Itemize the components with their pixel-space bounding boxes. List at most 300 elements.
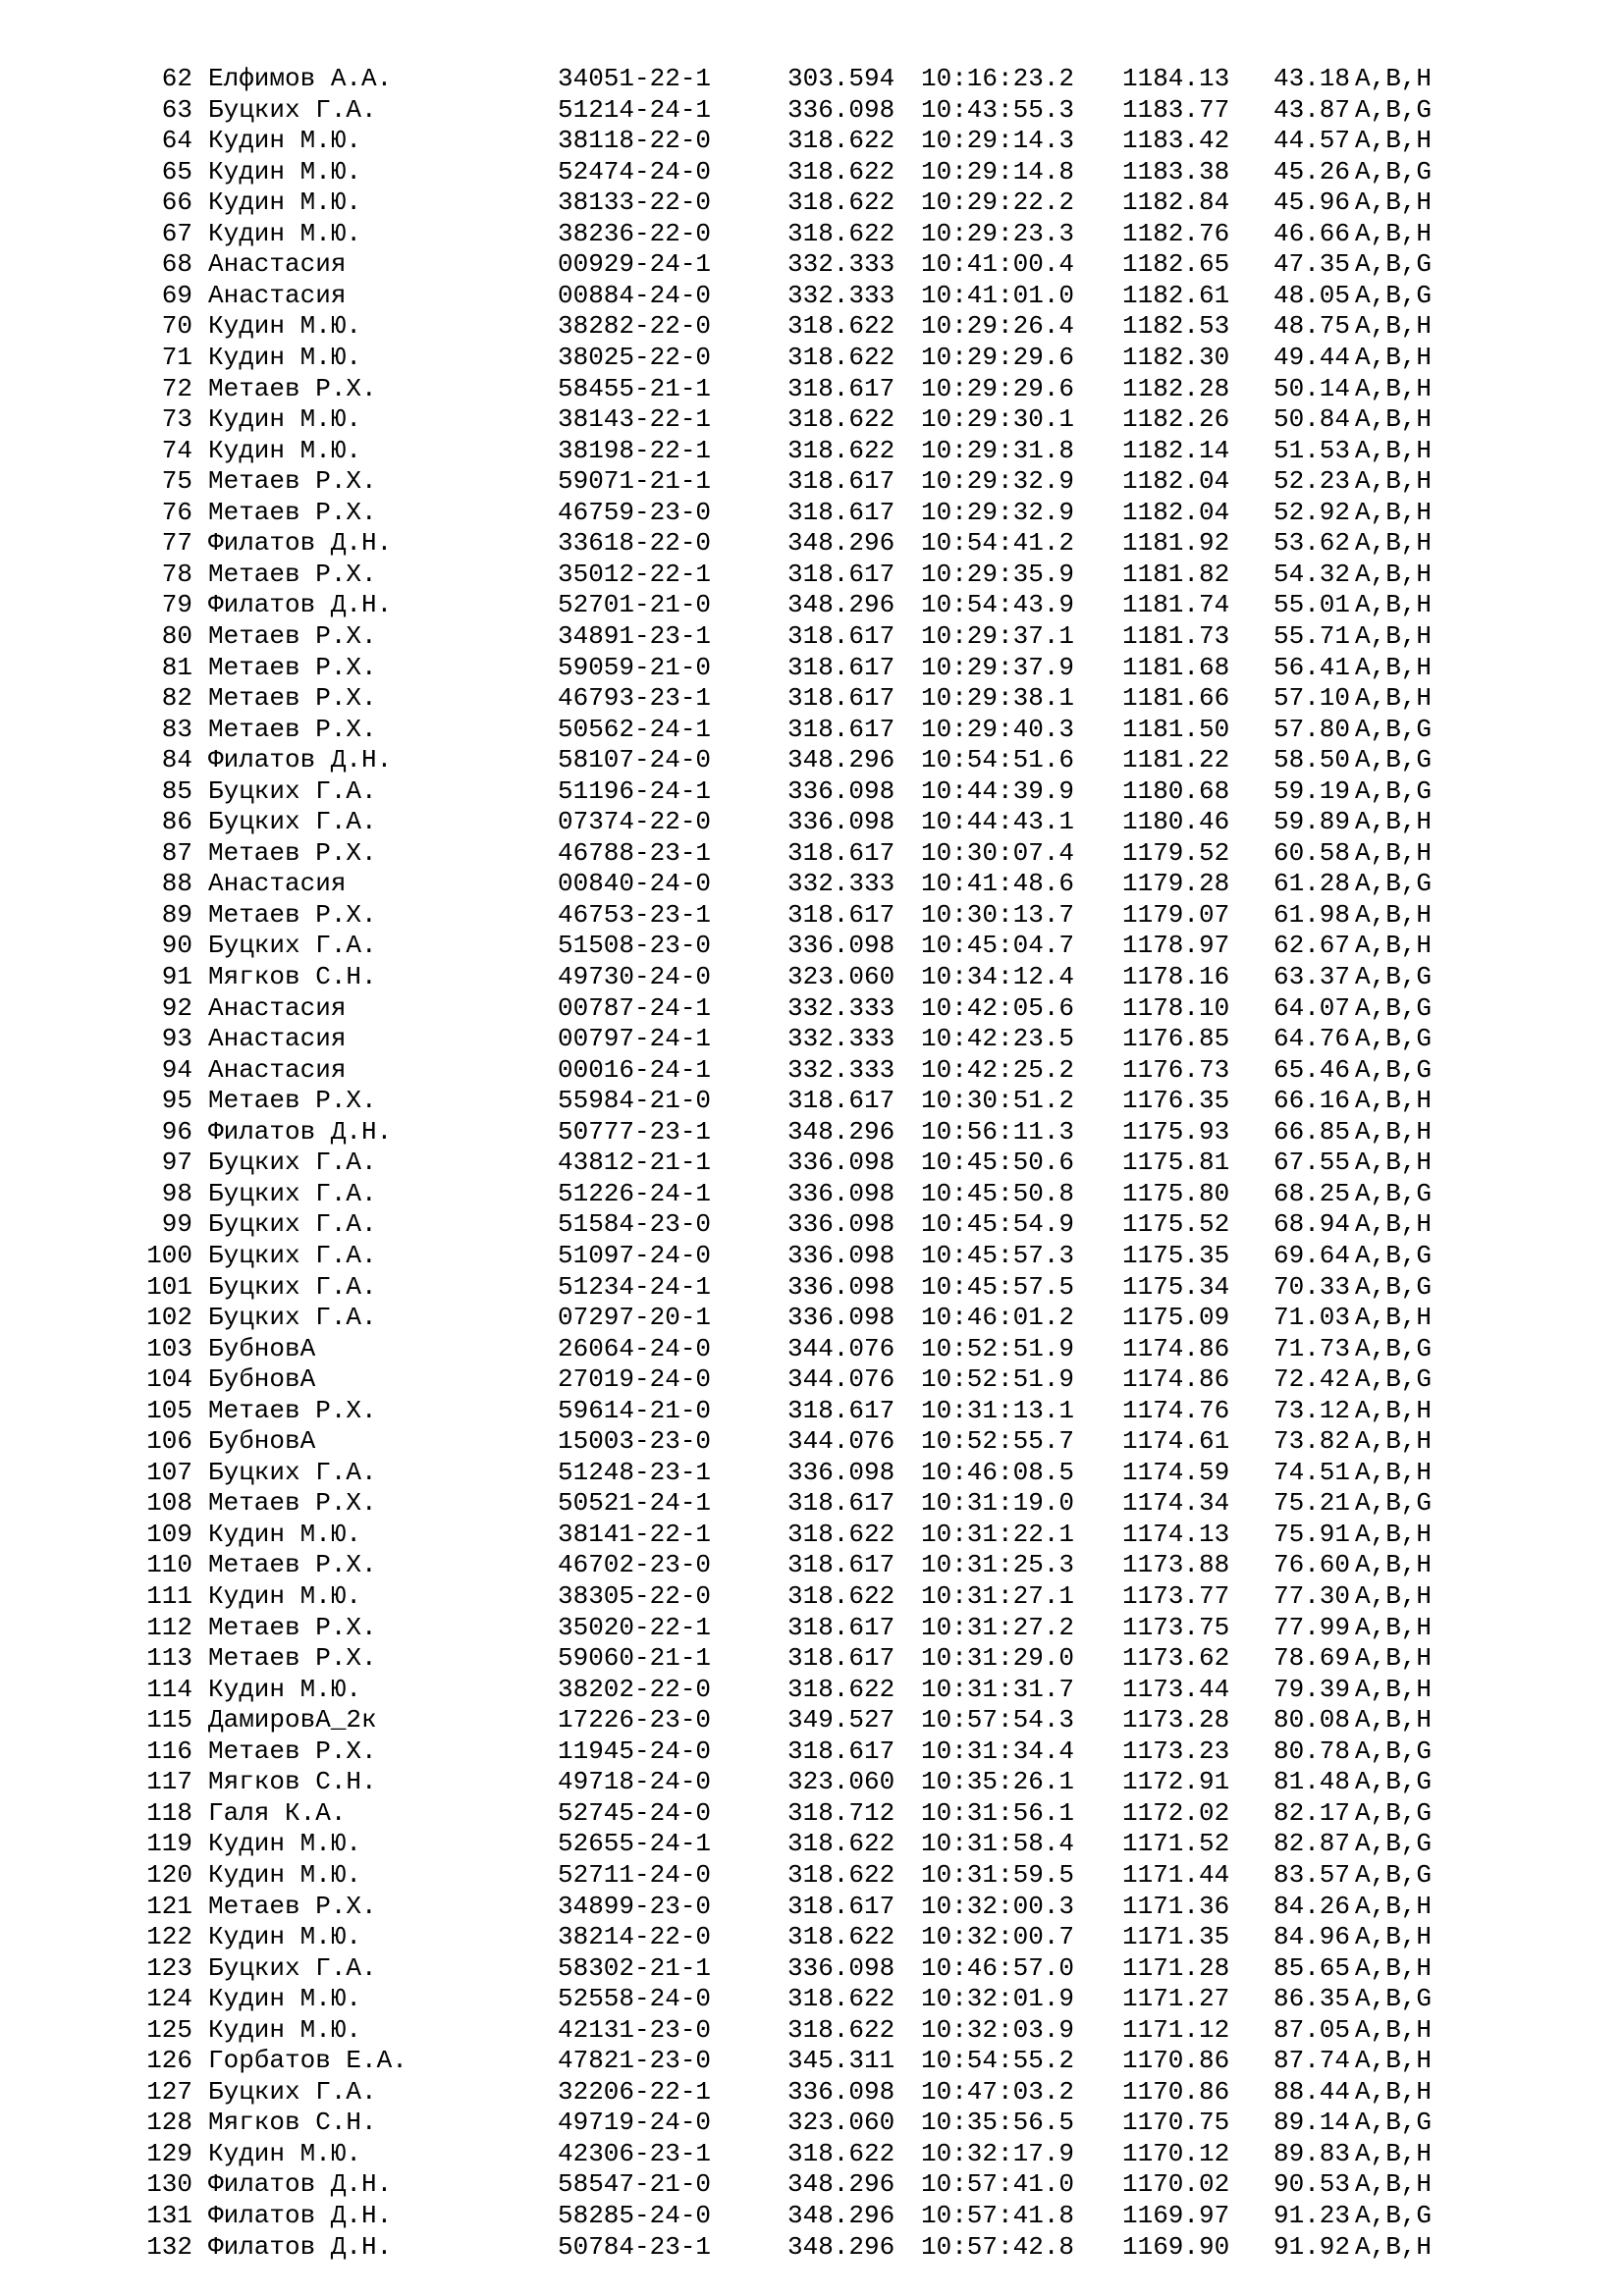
coefficient-cell: 91.92 bbox=[1273, 2231, 1351, 2262]
ring-number-cell: 00787-24-1 bbox=[558, 992, 712, 1023]
fancier-name-cell: Кудин М.Ю. bbox=[208, 311, 362, 342]
category-flags-cell: A,B,H bbox=[1355, 807, 1433, 837]
speed-cell: 1171.35 bbox=[1122, 1922, 1230, 1951]
arrival-time-cell: 10:45:50.6 bbox=[921, 1148, 1075, 1178]
fancier-name-cell: Анастасия bbox=[208, 249, 347, 280]
place-number-cell: 100 bbox=[146, 1240, 192, 1270]
place-number-cell: 119 bbox=[146, 1829, 192, 1859]
distance-cell: 344.076 bbox=[787, 1364, 895, 1395]
coefficient-cell: 89.83 bbox=[1273, 2138, 1351, 2168]
ring-number-cell: 07297-20-1 bbox=[558, 1303, 712, 1332]
coefficient-cell: 65.46 bbox=[1273, 1054, 1351, 1085]
ring-number-cell: 52474-24-0 bbox=[558, 156, 712, 187]
place-number-cell: 80 bbox=[161, 620, 192, 651]
speed-cell: 1179.07 bbox=[1122, 899, 1230, 930]
arrival-time-cell: 10:42:25.2 bbox=[921, 1054, 1075, 1085]
fancier-name-cell: Метаев Р.Х. bbox=[208, 714, 377, 744]
speed-cell: 1180.68 bbox=[1122, 775, 1230, 806]
place-number-cell: 90 bbox=[161, 931, 192, 961]
category-flags-cell: A,B,H bbox=[1355, 931, 1433, 961]
speed-cell: 1180.46 bbox=[1122, 807, 1230, 837]
coefficient-cell: 64.07 bbox=[1273, 992, 1351, 1023]
category-flags-cell: A,B,H bbox=[1355, 1674, 1433, 1704]
ring-number-cell: 38025-22-0 bbox=[558, 342, 712, 372]
category-flags-cell: A,B,H bbox=[1355, 2138, 1433, 2168]
fancier-name-cell: Метаев Р.Х. bbox=[208, 559, 377, 589]
ring-number-cell: 43812-21-1 bbox=[558, 1148, 712, 1178]
speed-cell: 1175.80 bbox=[1122, 1178, 1230, 1208]
coefficient-cell: 86.35 bbox=[1273, 1984, 1351, 2014]
coefficient-cell: 66.16 bbox=[1273, 1086, 1351, 1116]
ring-number-cell: 46793-23-1 bbox=[558, 683, 712, 713]
ring-number-cell: 51584-23-0 bbox=[558, 1209, 712, 1240]
coefficient-cell: 87.74 bbox=[1273, 2046, 1351, 2076]
fancier-name-cell: БубновА bbox=[208, 1364, 316, 1395]
ring-number-cell: 00016-24-1 bbox=[558, 1054, 712, 1085]
place-number-cell: 93 bbox=[161, 1024, 192, 1054]
category-flags-cell: A,B,G bbox=[1355, 1488, 1433, 1519]
category-flags-cell: A,B,G bbox=[1355, 94, 1433, 125]
fancier-name-cell: Буцких Г.А. bbox=[208, 1952, 377, 1983]
coefficient-cell: 57.10 bbox=[1273, 683, 1351, 713]
fancier-name-cell: Мягков С.Н. bbox=[208, 1767, 377, 1797]
distance-cell: 318.622 bbox=[787, 156, 895, 187]
fancier-name-cell: Филатов Д.Н. bbox=[208, 528, 393, 559]
distance-cell: 318.622 bbox=[787, 218, 895, 248]
fancier-name-cell: Кудин М.Ю. bbox=[208, 218, 362, 248]
coefficient-cell: 74.51 bbox=[1273, 1457, 1351, 1487]
ring-number-cell: 27019-24-0 bbox=[558, 1364, 712, 1395]
ring-number-cell: 59071-21-1 bbox=[558, 466, 712, 497]
coefficient-cell: 77.99 bbox=[1273, 1612, 1351, 1642]
place-number-cell: 112 bbox=[146, 1612, 192, 1642]
distance-cell: 318.617 bbox=[787, 1612, 895, 1642]
fancier-name-cell: Кудин М.Ю. bbox=[208, 126, 362, 156]
place-number-cell: 83 bbox=[161, 714, 192, 744]
fancier-name-cell: Филатов Д.Н. bbox=[208, 1116, 393, 1147]
distance-cell: 318.617 bbox=[787, 1643, 895, 1673]
coefficient-cell: 78.69 bbox=[1273, 1643, 1351, 1673]
place-number-cell: 99 bbox=[161, 1209, 192, 1240]
arrival-time-cell: 10:31:31.7 bbox=[921, 1674, 1075, 1704]
distance-cell: 318.622 bbox=[787, 404, 895, 435]
ring-number-cell: 51214-24-1 bbox=[558, 94, 712, 125]
arrival-time-cell: 10:54:51.6 bbox=[921, 745, 1075, 775]
coefficient-cell: 68.94 bbox=[1273, 1209, 1351, 1240]
coefficient-cell: 68.25 bbox=[1273, 1178, 1351, 1208]
ring-number-cell: 58547-21-0 bbox=[558, 2169, 712, 2200]
place-number-cell: 87 bbox=[161, 837, 192, 868]
arrival-time-cell: 10:41:48.6 bbox=[921, 869, 1075, 899]
coefficient-cell: 72.42 bbox=[1273, 1364, 1351, 1395]
category-flags-cell: A,B,H bbox=[1355, 1395, 1433, 1425]
fancier-name-cell: Буцких Г.А. bbox=[208, 1303, 377, 1332]
category-flags-cell: A,B,H bbox=[1355, 837, 1433, 868]
category-flags-cell: A,B,H bbox=[1355, 652, 1433, 682]
fancier-name-cell: Буцких Г.А. bbox=[208, 94, 377, 125]
arrival-time-cell: 10:29:29.6 bbox=[921, 342, 1075, 372]
speed-cell: 1174.86 bbox=[1122, 1333, 1230, 1363]
coefficient-cell: 75.21 bbox=[1273, 1488, 1351, 1519]
ring-number-cell: 38202-22-0 bbox=[558, 1674, 712, 1704]
arrival-time-cell: 10:34:12.4 bbox=[921, 962, 1075, 991]
arrival-time-cell: 10:52:51.9 bbox=[921, 1364, 1075, 1395]
coefficient-cell: 45.26 bbox=[1273, 156, 1351, 187]
arrival-time-cell: 10:29:26.4 bbox=[921, 311, 1075, 342]
arrival-time-cell: 10:31:13.1 bbox=[921, 1395, 1075, 1425]
fancier-name-cell: Метаев Р.Х. bbox=[208, 1891, 377, 1921]
ring-number-cell: 17226-23-0 bbox=[558, 1705, 712, 1735]
ring-number-cell: 51097-24-0 bbox=[558, 1240, 712, 1270]
speed-cell: 1175.34 bbox=[1122, 1271, 1230, 1302]
arrival-time-cell: 10:46:01.2 bbox=[921, 1303, 1075, 1332]
place-number-cell: 125 bbox=[146, 2014, 192, 2045]
fancier-name-cell: Метаев Р.Х. bbox=[208, 373, 377, 403]
fancier-name-cell: Филатов Д.Н. bbox=[208, 590, 393, 620]
speed-cell: 1173.62 bbox=[1122, 1643, 1230, 1673]
fancier-name-cell: Филатов Д.Н. bbox=[208, 745, 393, 775]
distance-cell: 318.622 bbox=[787, 1984, 895, 2014]
ring-number-cell: 47821-23-0 bbox=[558, 2046, 712, 2076]
ring-number-cell: 00840-24-0 bbox=[558, 869, 712, 899]
ring-number-cell: 58302-21-1 bbox=[558, 1952, 712, 1983]
category-flags-cell: A,B,H bbox=[1355, 1581, 1433, 1611]
category-flags-cell: A,B,H bbox=[1355, 899, 1433, 930]
category-flags-cell: A,B,H bbox=[1355, 1612, 1433, 1642]
arrival-time-cell: 10:29:35.9 bbox=[921, 559, 1075, 589]
coefficient-cell: 49.44 bbox=[1273, 342, 1351, 372]
distance-cell: 318.617 bbox=[787, 1550, 895, 1580]
speed-cell: 1175.93 bbox=[1122, 1116, 1230, 1147]
coefficient-cell: 80.08 bbox=[1273, 1705, 1351, 1735]
fancier-name-cell: Мягков С.Н. bbox=[208, 2108, 377, 2138]
ring-number-cell: 51196-24-1 bbox=[558, 775, 712, 806]
place-number-cell: 95 bbox=[161, 1086, 192, 1116]
category-flags-cell: A,B,G bbox=[1355, 714, 1433, 744]
distance-cell: 318.617 bbox=[787, 683, 895, 713]
speed-cell: 1178.10 bbox=[1122, 992, 1230, 1023]
place-number-cell: 72 bbox=[161, 373, 192, 403]
arrival-time-cell: 10:31:27.2 bbox=[921, 1612, 1075, 1642]
speed-cell: 1170.75 bbox=[1122, 2108, 1230, 2138]
distance-cell: 323.060 bbox=[787, 962, 895, 991]
category-flags-cell: A,B,G bbox=[1355, 2108, 1433, 2138]
coefficient-cell: 64.76 bbox=[1273, 1024, 1351, 1054]
place-number-cell: 75 bbox=[161, 466, 192, 497]
fancier-name-cell: Кудин М.Ю. bbox=[208, 342, 362, 372]
speed-cell: 1176.35 bbox=[1122, 1086, 1230, 1116]
fancier-name-cell: Филатов Д.Н. bbox=[208, 2231, 393, 2262]
place-number-cell: 62 bbox=[161, 64, 192, 93]
fancier-name-cell: Филатов Д.Н. bbox=[208, 2169, 393, 2200]
fancier-name-cell: Кудин М.Ю. bbox=[208, 404, 362, 435]
place-number-cell: 103 bbox=[146, 1333, 192, 1363]
place-number-cell: 107 bbox=[146, 1457, 192, 1487]
coefficient-cell: 70.33 bbox=[1273, 1271, 1351, 1302]
distance-cell: 318.622 bbox=[787, 1674, 895, 1704]
arrival-time-cell: 10:52:55.7 bbox=[921, 1426, 1075, 1457]
place-number-cell: 121 bbox=[146, 1891, 192, 1921]
fancier-name-cell: БубновА bbox=[208, 1426, 316, 1457]
place-number-cell: 88 bbox=[161, 869, 192, 899]
ring-number-cell: 00884-24-0 bbox=[558, 280, 712, 310]
category-flags-cell: A,B,H bbox=[1355, 1148, 1433, 1178]
arrival-time-cell: 10:30:13.7 bbox=[921, 899, 1075, 930]
ring-number-cell: 34891-23-1 bbox=[558, 620, 712, 651]
category-flags-cell: A,B,H bbox=[1355, 404, 1433, 435]
coefficient-cell: 53.62 bbox=[1273, 528, 1351, 559]
arrival-time-cell: 10:54:43.9 bbox=[921, 590, 1075, 620]
arrival-time-cell: 10:32:00.3 bbox=[921, 1891, 1075, 1921]
coefficient-cell: 67.55 bbox=[1273, 1148, 1351, 1178]
coefficient-cell: 58.50 bbox=[1273, 745, 1351, 775]
speed-cell: 1174.34 bbox=[1122, 1488, 1230, 1519]
arrival-time-cell: 10:31:58.4 bbox=[921, 1829, 1075, 1859]
coefficient-cell: 84.96 bbox=[1273, 1922, 1351, 1951]
category-flags-cell: A,B,H bbox=[1355, 528, 1433, 559]
ring-number-cell: 35012-22-1 bbox=[558, 559, 712, 589]
ring-number-cell: 46702-23-0 bbox=[558, 1550, 712, 1580]
arrival-time-cell: 10:30:51.2 bbox=[921, 1086, 1075, 1116]
arrival-time-cell: 10:35:26.1 bbox=[921, 1767, 1075, 1797]
coefficient-cell: 43.18 bbox=[1273, 64, 1351, 93]
place-number-cell: 77 bbox=[161, 528, 192, 559]
coefficient-cell: 84.26 bbox=[1273, 1891, 1351, 1921]
distance-cell: 318.617 bbox=[787, 559, 895, 589]
coefficient-cell: 82.87 bbox=[1273, 1829, 1351, 1859]
speed-cell: 1182.84 bbox=[1122, 187, 1230, 218]
arrival-time-cell: 10:32:00.7 bbox=[921, 1922, 1075, 1951]
category-flags-cell: A,B,G bbox=[1355, 1364, 1433, 1395]
ring-number-cell: 52558-24-0 bbox=[558, 1984, 712, 2014]
place-number-cell: 117 bbox=[146, 1767, 192, 1797]
category-flags-cell: A,B,H bbox=[1355, 126, 1433, 156]
speed-cell: 1170.86 bbox=[1122, 2046, 1230, 2076]
distance-cell: 336.098 bbox=[787, 1148, 895, 1178]
arrival-time-cell: 10:29:23.3 bbox=[921, 218, 1075, 248]
place-number-cell: 68 bbox=[161, 249, 192, 280]
distance-cell: 348.296 bbox=[787, 745, 895, 775]
category-flags-cell: A,B,H bbox=[1355, 218, 1433, 248]
ring-number-cell: 38133-22-0 bbox=[558, 187, 712, 218]
distance-cell: 336.098 bbox=[787, 931, 895, 961]
coefficient-cell: 71.03 bbox=[1273, 1303, 1351, 1332]
distance-cell: 318.617 bbox=[787, 373, 895, 403]
place-number-cell: 98 bbox=[161, 1178, 192, 1208]
distance-cell: 336.098 bbox=[787, 775, 895, 806]
category-flags-cell: A,B,H bbox=[1355, 497, 1433, 527]
fancier-name-cell: Метаев Р.Х. bbox=[208, 1643, 377, 1673]
category-flags-cell: A,B,H bbox=[1355, 342, 1433, 372]
distance-cell: 349.527 bbox=[787, 1705, 895, 1735]
arrival-time-cell: 10:31:25.3 bbox=[921, 1550, 1075, 1580]
place-number-cell: 76 bbox=[161, 497, 192, 527]
arrival-time-cell: 10:31:59.5 bbox=[921, 1859, 1075, 1890]
speed-cell: 1181.22 bbox=[1122, 745, 1230, 775]
arrival-time-cell: 10:41:01.0 bbox=[921, 280, 1075, 310]
distance-cell: 303.594 bbox=[787, 64, 895, 93]
distance-cell: 318.622 bbox=[787, 435, 895, 465]
coefficient-cell: 55.71 bbox=[1273, 620, 1351, 651]
coefficient-cell: 55.01 bbox=[1273, 590, 1351, 620]
ring-number-cell: 52655-24-1 bbox=[558, 1829, 712, 1859]
ring-number-cell: 52711-24-0 bbox=[558, 1859, 712, 1890]
fancier-name-cell: Буцких Г.А. bbox=[208, 807, 377, 837]
ring-number-cell: 26064-24-0 bbox=[558, 1333, 712, 1363]
ring-number-cell: 38143-22-1 bbox=[558, 404, 712, 435]
coefficient-cell: 51.53 bbox=[1273, 435, 1351, 465]
category-flags-cell: A,B,H bbox=[1355, 620, 1433, 651]
category-flags-cell: A,B,G bbox=[1355, 2201, 1433, 2230]
fancier-name-cell: Метаев Р.Х. bbox=[208, 1550, 377, 1580]
place-number-cell: 79 bbox=[161, 590, 192, 620]
fancier-name-cell: Филатов Д.Н. bbox=[208, 2201, 393, 2230]
distance-cell: 318.617 bbox=[787, 1891, 895, 1921]
distance-cell: 318.622 bbox=[787, 1581, 895, 1611]
distance-cell: 318.622 bbox=[787, 2138, 895, 2168]
speed-cell: 1171.12 bbox=[1122, 2014, 1230, 2045]
arrival-time-cell: 10:29:14.8 bbox=[921, 156, 1075, 187]
category-flags-cell: A,B,H bbox=[1355, 466, 1433, 497]
place-number-cell: 78 bbox=[161, 559, 192, 589]
ring-number-cell: 34899-23-0 bbox=[558, 1891, 712, 1921]
speed-cell: 1170.02 bbox=[1122, 2169, 1230, 2200]
arrival-time-cell: 10:45:50.8 bbox=[921, 1178, 1075, 1208]
speed-cell: 1178.97 bbox=[1122, 931, 1230, 961]
fancier-name-cell: Кудин М.Ю. bbox=[208, 2138, 362, 2168]
coefficient-cell: 45.96 bbox=[1273, 187, 1351, 218]
category-flags-cell: A,B,H bbox=[1355, 1457, 1433, 1487]
fancier-name-cell: Галя К.А. bbox=[208, 1797, 347, 1828]
arrival-time-cell: 10:57:41.8 bbox=[921, 2201, 1075, 2230]
distance-cell: 348.296 bbox=[787, 1116, 895, 1147]
category-flags-cell: A,B,H bbox=[1355, 559, 1433, 589]
fancier-name-cell: Кудин М.Ю. bbox=[208, 187, 362, 218]
place-number-cell: 69 bbox=[161, 280, 192, 310]
distance-cell: 348.296 bbox=[787, 590, 895, 620]
ring-number-cell: 00929-24-1 bbox=[558, 249, 712, 280]
ring-number-cell: 49730-24-0 bbox=[558, 962, 712, 991]
place-number-cell: 63 bbox=[161, 94, 192, 125]
place-number-cell: 122 bbox=[146, 1922, 192, 1951]
ring-number-cell: 42306-23-1 bbox=[558, 2138, 712, 2168]
fancier-name-cell: Анастасия bbox=[208, 1054, 347, 1085]
distance-cell: 332.333 bbox=[787, 869, 895, 899]
category-flags-cell: A,B,G bbox=[1355, 156, 1433, 187]
speed-cell: 1182.30 bbox=[1122, 342, 1230, 372]
speed-cell: 1174.86 bbox=[1122, 1364, 1230, 1395]
ring-number-cell: 52745-24-0 bbox=[558, 1797, 712, 1828]
category-flags-cell: A,B,G bbox=[1355, 992, 1433, 1023]
coefficient-cell: 87.05 bbox=[1273, 2014, 1351, 2045]
fancier-name-cell: Метаев Р.Х. bbox=[208, 1488, 377, 1519]
arrival-time-cell: 10:44:43.1 bbox=[921, 807, 1075, 837]
speed-cell: 1181.82 bbox=[1122, 559, 1230, 589]
ring-number-cell: 51508-23-0 bbox=[558, 931, 712, 961]
fancier-name-cell: Метаев Р.Х. bbox=[208, 899, 377, 930]
distance-cell: 318.617 bbox=[787, 1488, 895, 1519]
category-flags-cell: A,B,H bbox=[1355, 590, 1433, 620]
place-number-cell: 130 bbox=[146, 2169, 192, 2200]
coefficient-cell: 46.66 bbox=[1273, 218, 1351, 248]
fancier-name-cell: Кудин М.Ю. bbox=[208, 1829, 362, 1859]
place-number-cell: 108 bbox=[146, 1488, 192, 1519]
distance-cell: 318.617 bbox=[787, 714, 895, 744]
fancier-name-cell: Буцких Г.А. bbox=[208, 1240, 377, 1270]
fancier-name-cell: Анастасия bbox=[208, 992, 347, 1023]
place-number-cell: 65 bbox=[161, 156, 192, 187]
distance-cell: 348.296 bbox=[787, 2169, 895, 2200]
coefficient-cell: 71.73 bbox=[1273, 1333, 1351, 1363]
speed-cell: 1173.88 bbox=[1122, 1550, 1230, 1580]
category-flags-cell: A,B,H bbox=[1355, 1116, 1433, 1147]
arrival-time-cell: 10:29:32.9 bbox=[921, 466, 1075, 497]
speed-cell: 1169.90 bbox=[1122, 2231, 1230, 2262]
arrival-time-cell: 10:45:57.3 bbox=[921, 1240, 1075, 1270]
distance-cell: 332.333 bbox=[787, 992, 895, 1023]
speed-cell: 1174.76 bbox=[1122, 1395, 1230, 1425]
distance-cell: 336.098 bbox=[787, 1271, 895, 1302]
speed-cell: 1175.81 bbox=[1122, 1148, 1230, 1178]
coefficient-cell: 44.57 bbox=[1273, 126, 1351, 156]
ring-number-cell: 49718-24-0 bbox=[558, 1767, 712, 1797]
speed-cell: 1182.04 bbox=[1122, 497, 1230, 527]
distance-cell: 318.617 bbox=[787, 497, 895, 527]
place-number-cell: 114 bbox=[146, 1674, 192, 1704]
place-number-cell: 86 bbox=[161, 807, 192, 837]
distance-cell: 318.617 bbox=[787, 1735, 895, 1766]
distance-cell: 318.617 bbox=[787, 652, 895, 682]
place-number-cell: 74 bbox=[161, 435, 192, 465]
speed-cell: 1175.09 bbox=[1122, 1303, 1230, 1332]
distance-cell: 336.098 bbox=[787, 2076, 895, 2107]
speed-cell: 1171.36 bbox=[1122, 1891, 1230, 1921]
place-number-cell: 111 bbox=[146, 1581, 192, 1611]
distance-cell: 318.622 bbox=[787, 1519, 895, 1549]
category-flags-cell: A,B,H bbox=[1355, 1643, 1433, 1673]
place-number-cell: 109 bbox=[146, 1519, 192, 1549]
distance-cell: 318.622 bbox=[787, 1859, 895, 1890]
fancier-name-cell: Кудин М.Ю. bbox=[208, 1984, 362, 2014]
coefficient-cell: 63.37 bbox=[1273, 962, 1351, 991]
coefficient-cell: 43.87 bbox=[1273, 94, 1351, 125]
speed-cell: 1170.12 bbox=[1122, 2138, 1230, 2168]
coefficient-cell: 85.65 bbox=[1273, 1952, 1351, 1983]
distance-cell: 348.296 bbox=[787, 2201, 895, 2230]
fancier-name-cell: Метаев Р.Х. bbox=[208, 1395, 377, 1425]
category-flags-cell: A,B,G bbox=[1355, 1797, 1433, 1828]
category-flags-cell: A,B,H bbox=[1355, 1705, 1433, 1735]
ring-number-cell: 58285-24-0 bbox=[558, 2201, 712, 2230]
distance-cell: 332.333 bbox=[787, 1054, 895, 1085]
speed-cell: 1182.65 bbox=[1122, 249, 1230, 280]
arrival-time-cell: 10:32:01.9 bbox=[921, 1984, 1075, 2014]
ring-number-cell: 52701-21-0 bbox=[558, 590, 712, 620]
fancier-name-cell: Метаев Р.Х. bbox=[208, 837, 377, 868]
fancier-name-cell: Кудин М.Ю. bbox=[208, 1859, 362, 1890]
fancier-name-cell: Кудин М.Ю. bbox=[208, 435, 362, 465]
speed-cell: 1173.77 bbox=[1122, 1581, 1230, 1611]
place-number-cell: 66 bbox=[161, 187, 192, 218]
speed-cell: 1181.74 bbox=[1122, 590, 1230, 620]
speed-cell: 1179.52 bbox=[1122, 837, 1230, 868]
category-flags-cell: A,B,G bbox=[1355, 1859, 1433, 1890]
category-flags-cell: A,B,H bbox=[1355, 2169, 1433, 2200]
arrival-time-cell: 10:31:34.4 bbox=[921, 1735, 1075, 1766]
coefficient-cell: 79.39 bbox=[1273, 1674, 1351, 1704]
fancier-name-cell: БубновА bbox=[208, 1333, 316, 1363]
speed-cell: 1182.76 bbox=[1122, 218, 1230, 248]
